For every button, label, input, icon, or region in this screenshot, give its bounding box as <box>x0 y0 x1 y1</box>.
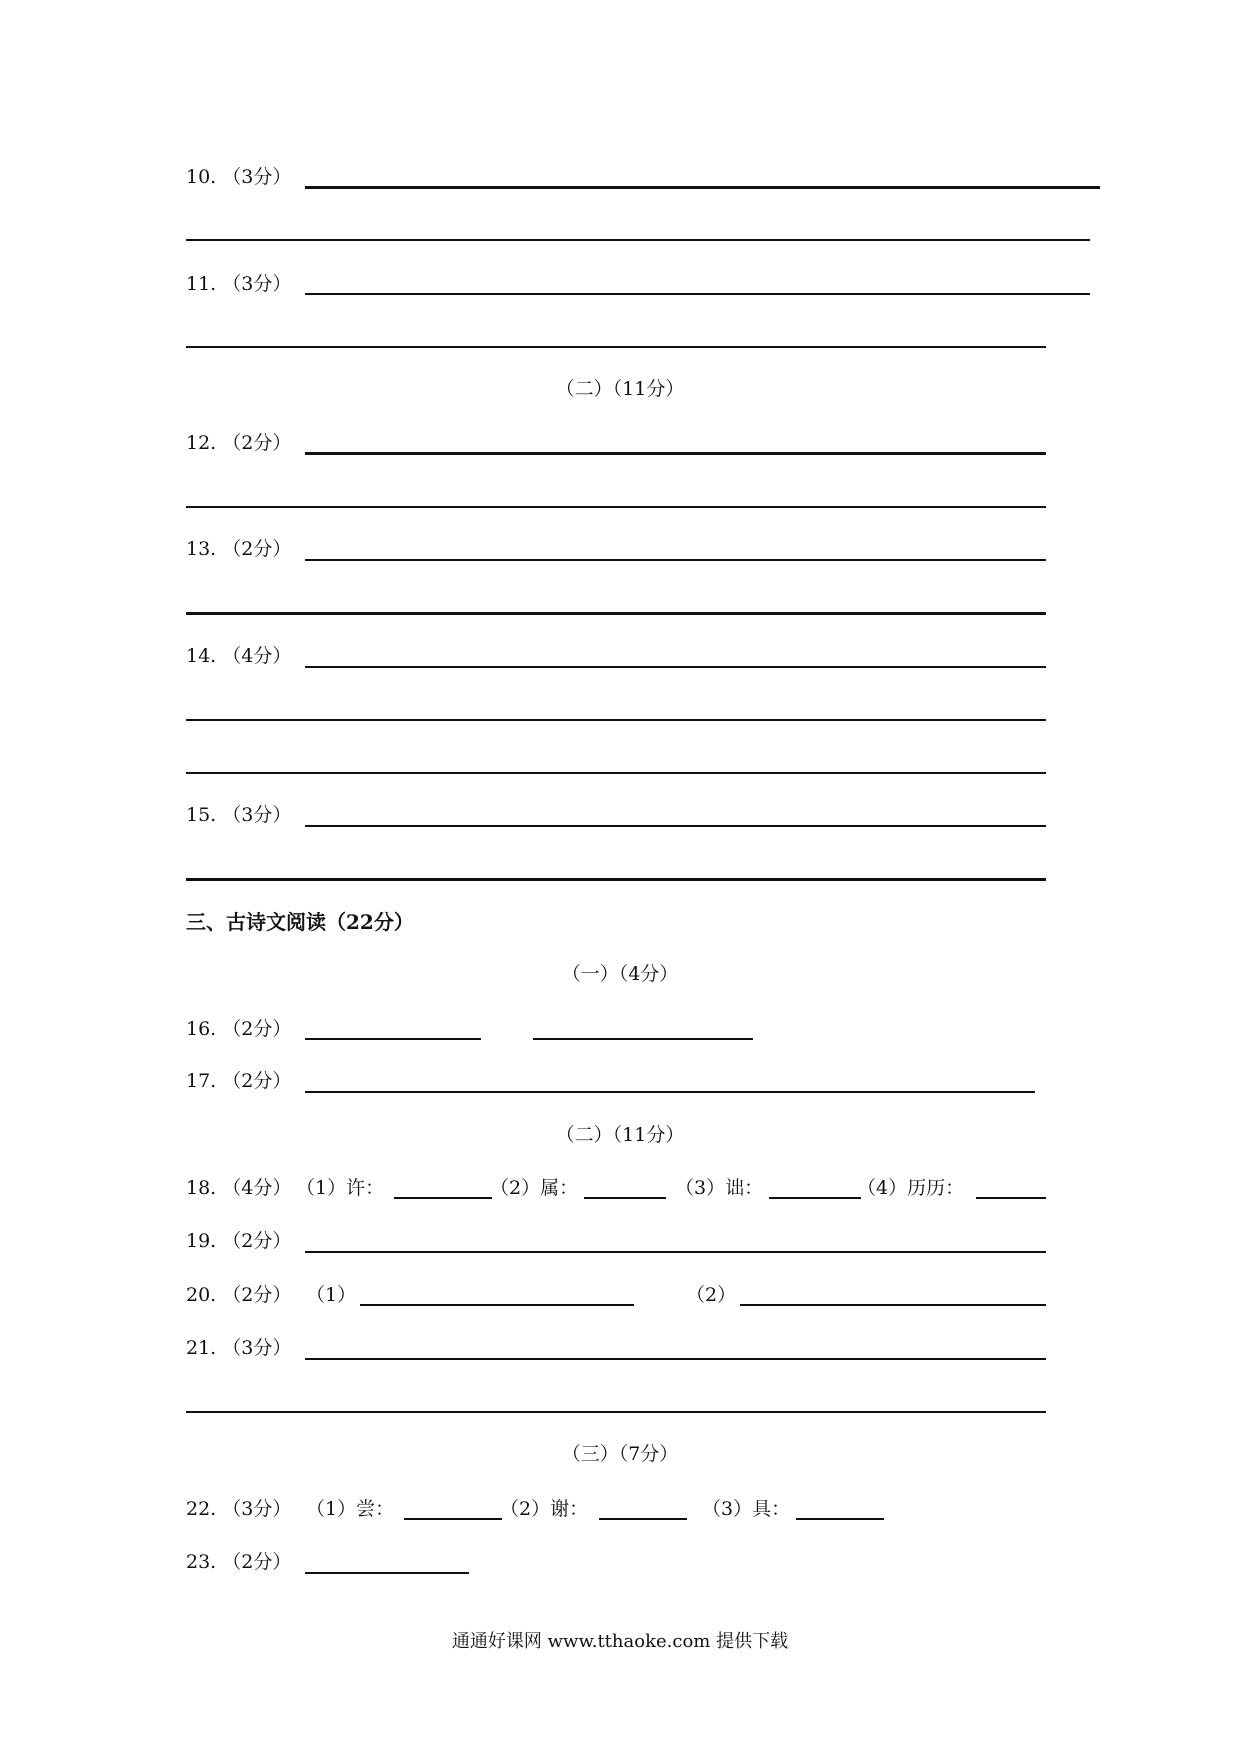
q17-label: 17. （2分） <box>186 1070 292 1092</box>
q10-answer-line-2[interactable] <box>186 239 1090 241</box>
q20-label: 20. （2分） <box>186 1284 292 1306</box>
q22-part3-blank[interactable] <box>796 1518 884 1520</box>
q13-label: 13. （2分） <box>186 538 292 560</box>
q15-answer-line-2[interactable] <box>186 878 1046 881</box>
q23-answer-blank[interactable] <box>305 1572 469 1574</box>
q22-part2-blank[interactable] <box>599 1518 687 1520</box>
q15-label: 15. （3分） <box>186 804 292 826</box>
subsection-title-2b: （二）（11分） <box>555 1124 685 1146</box>
footer-credit: 通通好课网 www.tthaoke.com 提供下载 <box>451 1631 789 1652</box>
q17-answer-line[interactable] <box>305 1091 1035 1093</box>
q16-answer-blank-2[interactable] <box>533 1038 753 1040</box>
q20-part2-blank[interactable] <box>740 1304 1046 1306</box>
q20-part2-label: （2） <box>686 1284 737 1306</box>
q19-label: 19. （2分） <box>186 1230 292 1252</box>
q22-part3-label: （3）具： <box>702 1498 791 1520</box>
q13-answer-line-2[interactable] <box>186 612 1046 615</box>
q18-part1-blank[interactable] <box>394 1197 492 1199</box>
q14-answer-line-1[interactable] <box>305 666 1046 668</box>
q10-label: 10. （3分） <box>186 166 292 188</box>
q10-answer-line-1[interactable] <box>305 186 1100 189</box>
q18-part2-label: （2）属： <box>490 1177 579 1199</box>
q13-answer-line-1[interactable] <box>305 559 1046 561</box>
q22-label: 22. （3分） <box>186 1498 292 1520</box>
subsection-title-2a: （二）（11分） <box>555 378 685 400</box>
subsection-title-3: （三）（7分） <box>561 1443 679 1465</box>
q21-answer-line-2[interactable] <box>186 1411 1046 1413</box>
q11-answer-line-1[interactable] <box>305 293 1090 295</box>
subsection-title-1: （一）（4分） <box>561 963 679 985</box>
section-3-heading: 三、古诗文阅读（22分） <box>186 910 414 934</box>
q18-part2-blank[interactable] <box>584 1197 666 1199</box>
q22-part1-label: （1）尝： <box>306 1498 395 1520</box>
q18-label: 18. （4分） <box>186 1177 292 1199</box>
q20-part1-blank[interactable] <box>360 1304 634 1306</box>
q11-answer-line-2[interactable] <box>186 346 1046 348</box>
q22-part1-blank[interactable] <box>404 1518 502 1520</box>
q12-answer-line-1[interactable] <box>305 452 1046 455</box>
q14-answer-line-3[interactable] <box>186 772 1046 774</box>
q20-part1-label: （1） <box>306 1284 357 1306</box>
q18-part3-blank[interactable] <box>769 1197 861 1199</box>
q14-label: 14. （4分） <box>186 645 292 667</box>
q15-answer-line-1[interactable] <box>305 825 1046 827</box>
q18-part4-blank[interactable] <box>976 1197 1046 1199</box>
q22-part2-label: （2）谢： <box>500 1498 589 1520</box>
q18-part3-label: （3）诎： <box>675 1177 764 1199</box>
q19-answer-line[interactable] <box>305 1251 1046 1253</box>
q16-label: 16. （2分） <box>186 1018 292 1040</box>
q21-label: 21. （3分） <box>186 1337 292 1359</box>
q18-part1-label: （1）许： <box>296 1177 385 1199</box>
q12-answer-line-2[interactable] <box>186 506 1046 508</box>
q16-answer-blank-1[interactable] <box>305 1038 481 1040</box>
q14-answer-line-2[interactable] <box>186 719 1046 721</box>
q18-part4-label: （4）历历： <box>857 1177 965 1199</box>
q12-label: 12. （2分） <box>186 432 292 454</box>
q23-label: 23. （2分） <box>186 1551 292 1573</box>
q21-answer-line-1[interactable] <box>305 1358 1046 1360</box>
q11-label: 11. （3分） <box>186 273 292 295</box>
